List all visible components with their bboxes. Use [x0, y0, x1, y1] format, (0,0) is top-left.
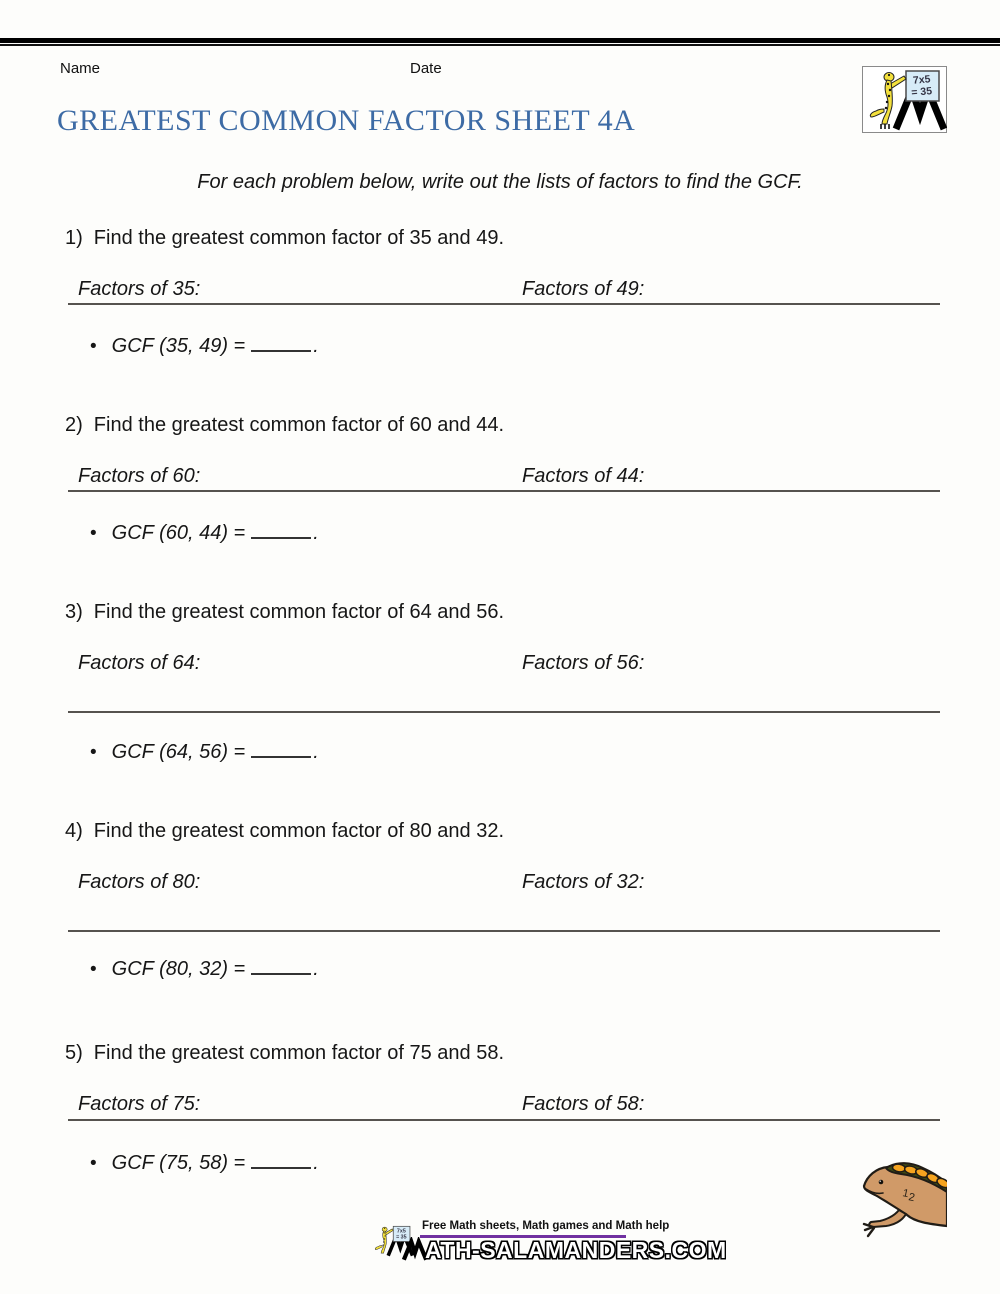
factors-right-label: Factors of 56:	[522, 652, 645, 674]
gcf-answer-blank	[251, 336, 311, 352]
problem-number: 1)	[65, 227, 83, 249]
factors-answer-line	[68, 490, 940, 492]
date-label: Date	[410, 60, 442, 77]
bullet-icon: •	[90, 959, 97, 980]
problem-number: 5)	[65, 1042, 83, 1064]
problem-prompt: Find the greatest common factor of 35 and 49.	[93, 227, 505, 249]
bullet-icon: •	[90, 1153, 97, 1174]
factors-left-label: Factors of 35:	[78, 278, 201, 300]
bullet-icon: •	[90, 336, 97, 357]
bullet-icon: •	[90, 742, 97, 763]
gcf-answer-blank	[251, 523, 311, 539]
gcf-period: .	[313, 741, 319, 763]
gcf-label: GCF (75, 58) =	[111, 1152, 246, 1174]
footer-wordmark	[402, 1237, 727, 1264]
factors-right-label: Factors of 58:	[522, 1093, 645, 1115]
gcf-period: .	[313, 1152, 319, 1174]
factors-answer-line	[68, 930, 940, 932]
factors-left-label: Factors of 80:	[78, 871, 201, 893]
top-rule-divider	[0, 38, 1000, 46]
problem-prompt: Find the greatest common factor of 80 and 32.	[93, 820, 505, 842]
salamander-mark-2: 2	[907, 1191, 916, 1205]
factors-right-label: Factors of 49:	[522, 278, 645, 300]
factors-right-label: Factors of 32:	[522, 871, 645, 893]
factors-right-label: Factors of 44:	[522, 465, 645, 487]
giraffe-easel-logo-icon	[862, 66, 947, 133]
factors-left-label: Factors of 64:	[78, 652, 201, 674]
footer-branding	[372, 1216, 727, 1268]
factors-left-label: Factors of 75:	[78, 1093, 201, 1115]
gcf-period: .	[313, 335, 319, 357]
factors-answer-line	[68, 1119, 940, 1121]
gcf-period: .	[313, 958, 319, 980]
problem-number: 2)	[65, 414, 83, 436]
problem-prompt: Find the greatest common factor of 75 and 58.	[93, 1042, 505, 1064]
problem-prompt: Find the greatest common factor of 64 and 56.	[93, 601, 505, 623]
factors-answer-line	[68, 303, 940, 305]
instruction-text: For each problem below, write out the lists of factors to find the GCF.	[197, 171, 803, 193]
factors-left-label: Factors of 60:	[78, 465, 201, 487]
footer-tagline: Free Math sheets, Math games and Math help	[422, 1220, 670, 1232]
gcf-period: .	[313, 522, 319, 544]
gcf-answer-blank	[251, 959, 311, 975]
name-label: Name	[60, 60, 101, 77]
salamander-icon	[861, 1159, 947, 1239]
footer-board-equation-bottom: = 35	[396, 1234, 407, 1241]
factors-answer-line	[68, 711, 940, 713]
gcf-answer-blank	[251, 1153, 311, 1169]
gcf-label: GCF (80, 32) =	[111, 958, 246, 980]
gcf-label: GCF (64, 56) =	[111, 741, 246, 763]
easel-board-icon	[906, 71, 939, 101]
board-equation-top: 7x5	[912, 73, 931, 87]
bullet-icon: •	[90, 523, 97, 544]
problem-number: 4)	[65, 820, 83, 842]
footer-board-equation-top: 7x5	[396, 1228, 406, 1235]
footer-wordmark-text: ATH-SALAMANDERS.COM	[425, 1237, 727, 1263]
problem-number: 3)	[65, 601, 83, 623]
board-equation-bottom: = 35	[910, 85, 933, 99]
page-title: GREATEST COMMON FACTOR SHEET 4A	[57, 104, 636, 137]
gcf-label: GCF (60, 44) =	[111, 522, 246, 544]
problem-prompt: Find the greatest common factor of 60 and 44.	[93, 414, 505, 436]
gcf-label: GCF (35, 49) =	[111, 335, 246, 357]
gcf-answer-blank	[251, 742, 311, 758]
salamander-mark-1: 1	[901, 1187, 910, 1201]
